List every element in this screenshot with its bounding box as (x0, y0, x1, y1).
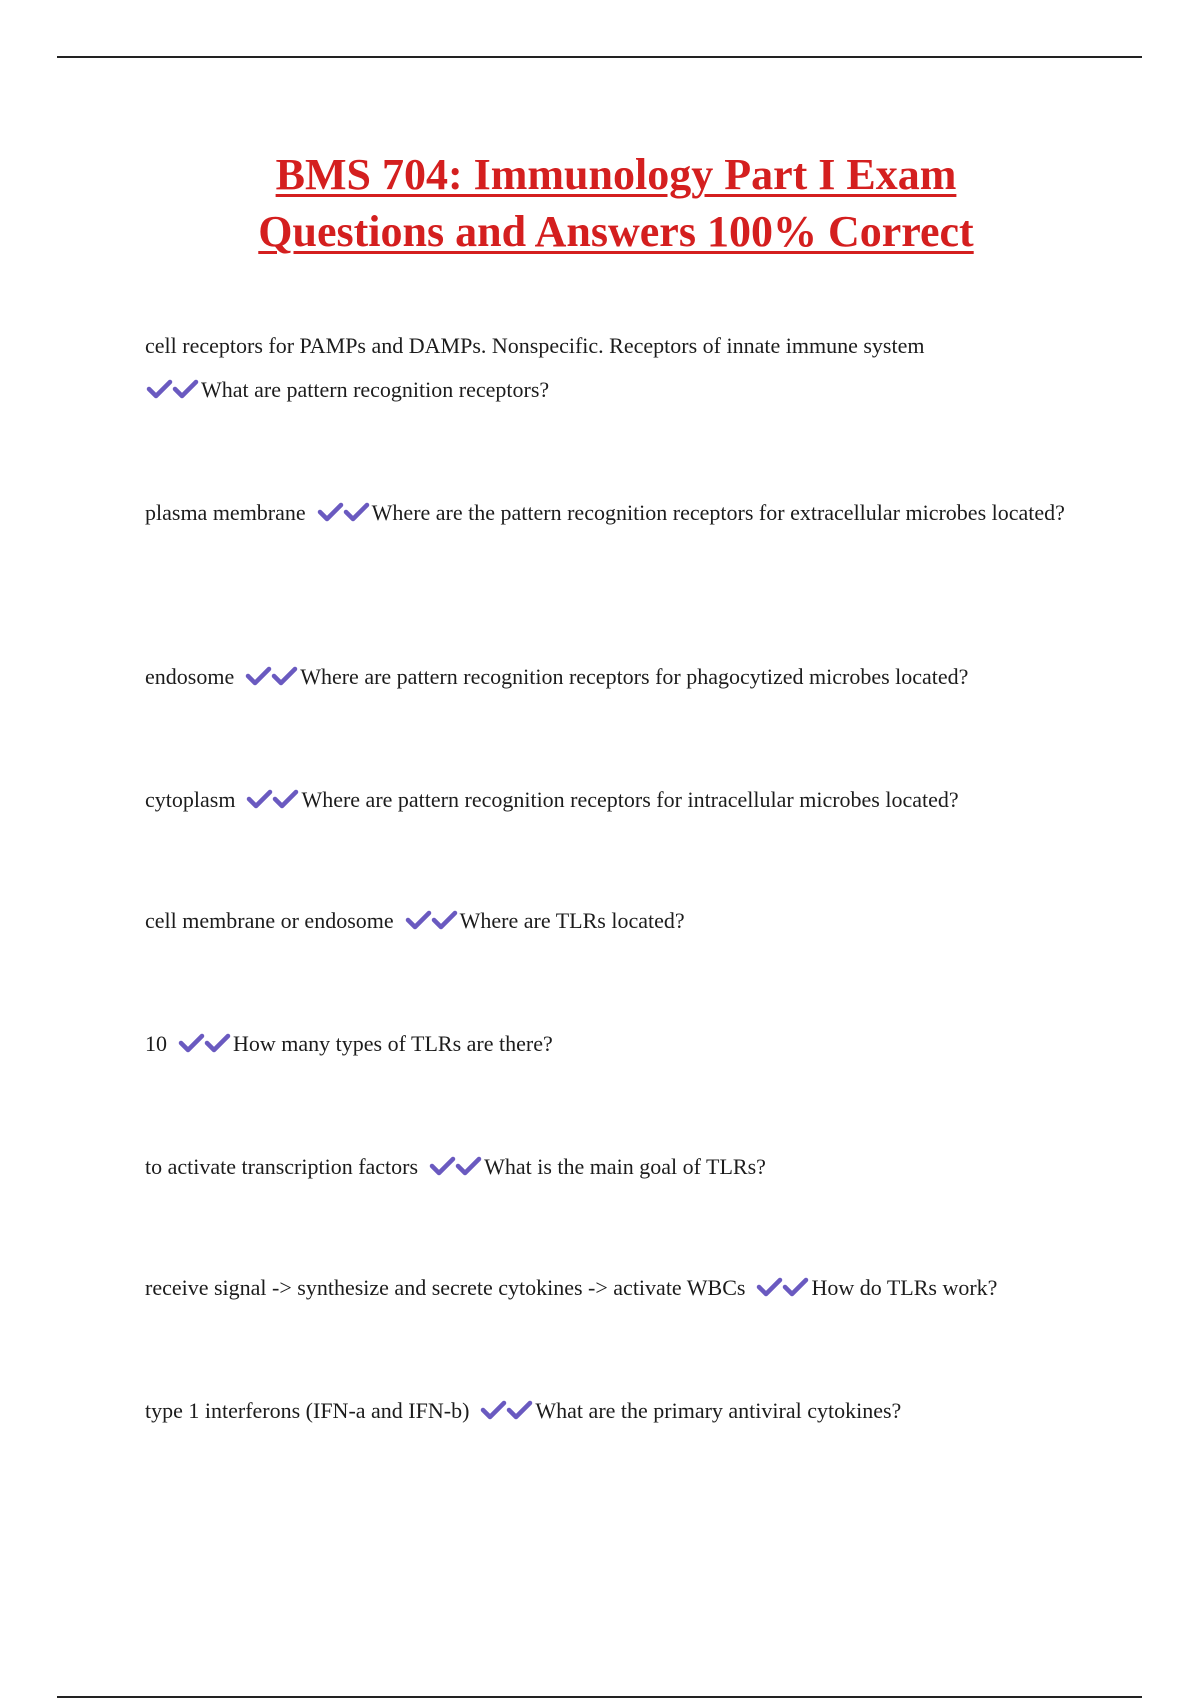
qa-item-4 (145, 778, 1105, 825)
qa-item-6 (145, 1022, 1105, 1069)
question-text: How do TLRs work? (811, 1275, 998, 1300)
qa-item-3 (145, 655, 1105, 702)
answer-text: 10 (145, 1031, 167, 1056)
qa-item-5 (145, 899, 1105, 946)
question-text: Where are TLRs located? (459, 908, 685, 933)
answer-text: receive signal -> synthesize and secrete cytokines -> activate WBCs (145, 1275, 746, 1300)
answer-text: type 1 interferons (IFN-a and IFN-b) (145, 1398, 470, 1423)
answer-text: cell membrane or endosome (145, 908, 394, 933)
double-check-icon (404, 902, 456, 946)
double-check-icon (145, 371, 197, 415)
answer-text: endosome (145, 664, 235, 689)
double-check-icon (316, 494, 368, 538)
answer-text: cell receptors for PAMPs and DAMPs. Nonspecific. Receptors of innate immune system (145, 333, 925, 358)
question-text: What are the primary antiviral cytokines? (535, 1398, 902, 1423)
bottom-rule (57, 1696, 1142, 1698)
qa-item-2 (145, 491, 1105, 538)
title-line-2: Questions and Answers 100% Correct (258, 207, 974, 256)
qa-item-9 (145, 1389, 1105, 1436)
answer-text: cytoplasm (145, 787, 236, 812)
qa-item-7 (145, 1145, 1105, 1192)
double-check-icon (244, 658, 296, 702)
question-text: How many types of TLRs are there? (233, 1031, 553, 1056)
answer-text: plasma membrane (145, 500, 306, 525)
document-title (0, 146, 1200, 260)
qa-item-8 (145, 1266, 1105, 1313)
double-check-icon (177, 1025, 229, 1069)
double-check-icon (428, 1148, 480, 1192)
double-check-icon (755, 1269, 807, 1313)
question-text: Where are the pattern recognition receptors for extracellular microbes located? (371, 500, 1065, 525)
title-line-1: BMS 704: Immunology Part I Exam (275, 150, 957, 199)
question-text: Where are pattern recognition receptors for phagocytized microbes located? (300, 664, 969, 689)
answer-text: to activate transcription factors (145, 1154, 419, 1179)
top-rule (57, 56, 1142, 58)
double-check-icon (479, 1392, 531, 1436)
question-text: What are pattern recognition receptors? (201, 377, 550, 402)
qa-item-1 (145, 324, 1105, 415)
double-check-icon (245, 781, 297, 825)
question-text: Where are pattern recognition receptors for intracellular microbes located? (301, 787, 959, 812)
question-text: What is the main goal of TLRs? (484, 1154, 766, 1179)
